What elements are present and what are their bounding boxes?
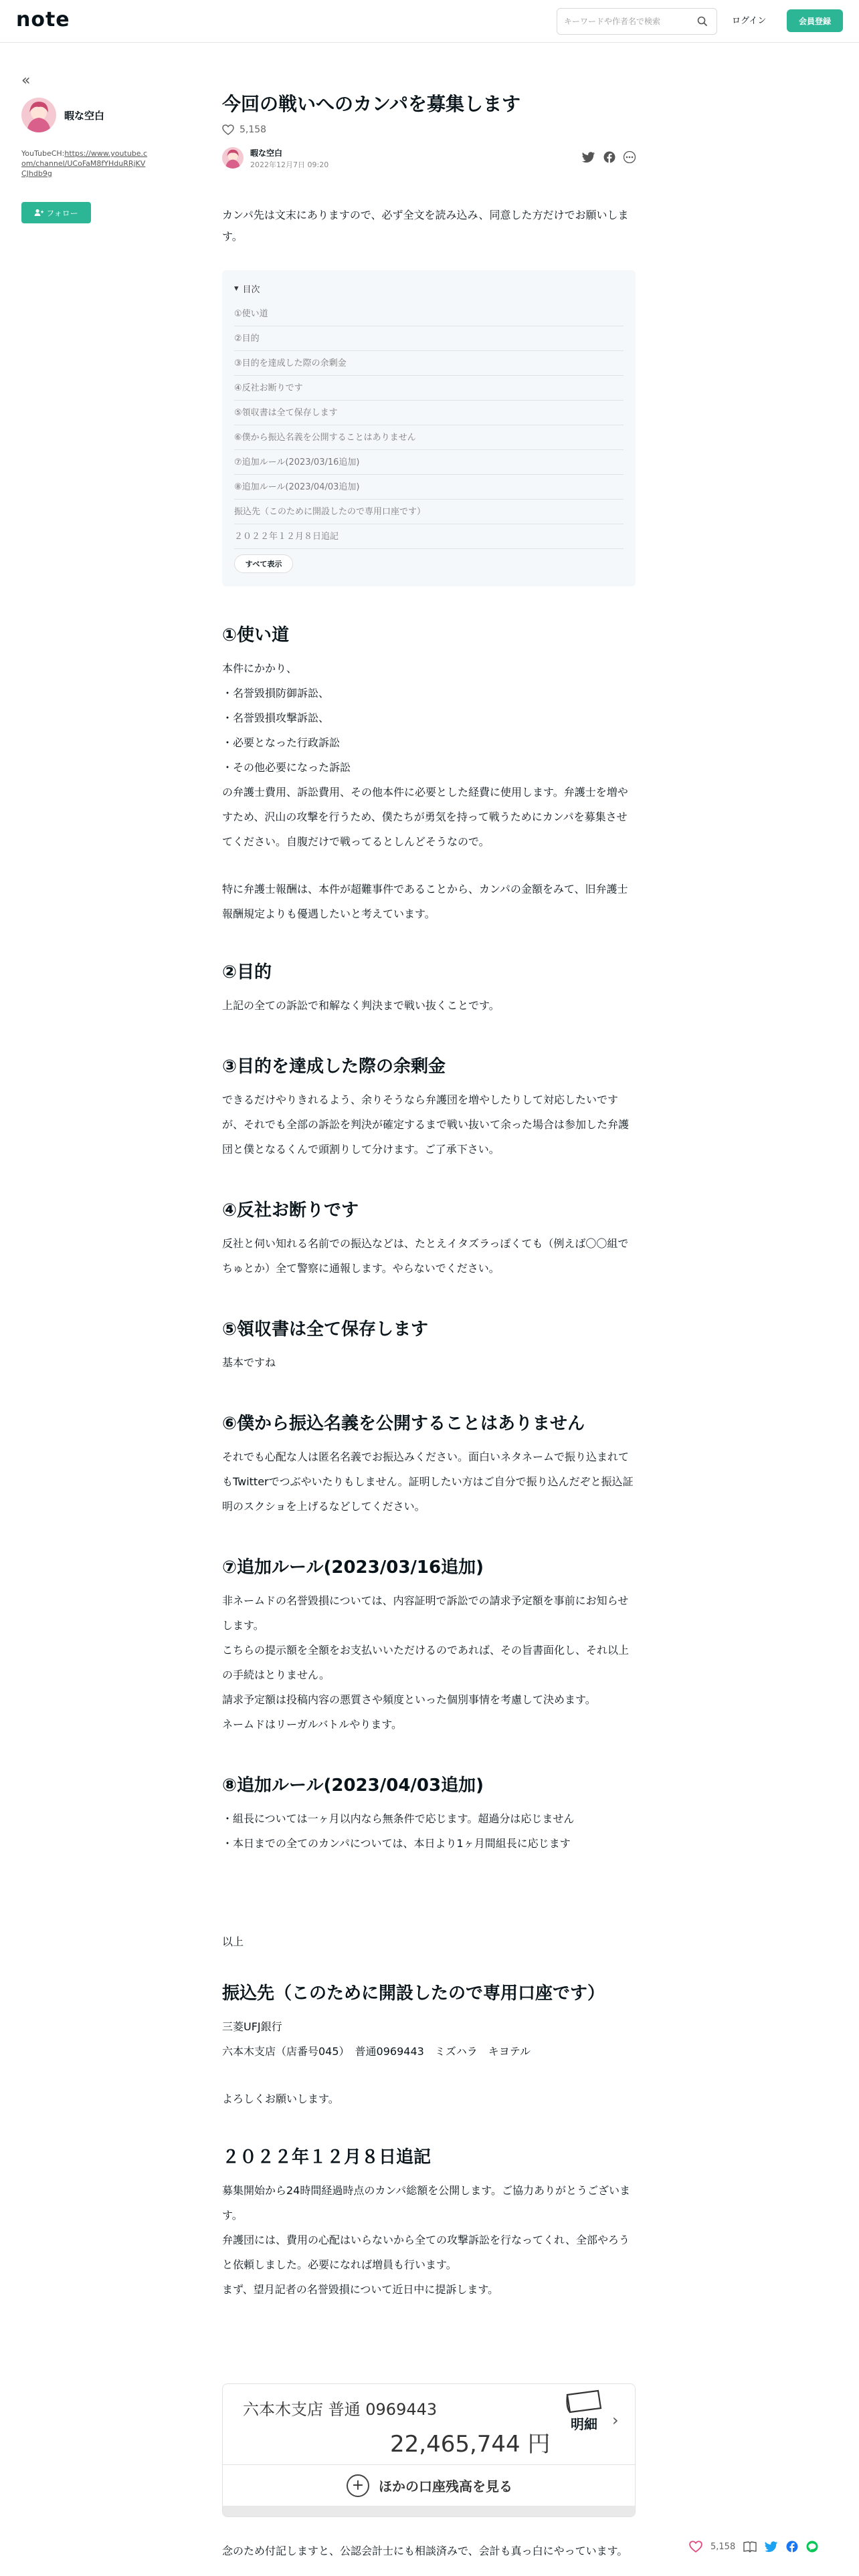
- follow-label: フォロー: [46, 208, 78, 218]
- paragraph: ・本日までの全てのカンパについては、本日より1ヶ月間組長に応じます: [222, 1837, 571, 1850]
- other-accounts-row: [223, 2464, 636, 2506]
- like-count: 5,158: [240, 124, 267, 135]
- toc-item[interactable]: ⑦追加ルール(2023/03/16追加): [234, 450, 624, 475]
- sidebar-author-name[interactable]: 暇な空白: [64, 110, 105, 122]
- signup-button[interactable]: 会員登録: [787, 9, 843, 32]
- section-heading: ⑤領収書は全て保存します: [222, 1319, 429, 1339]
- statement-button: [557, 2388, 611, 2433]
- section-heading: ①使い道: [222, 625, 290, 645]
- paragraph: ・名誉毀損攻撃訴訟、: [222, 712, 330, 724]
- youtube-link[interactable]: https://www.youtube.com/channel/UCoFaM8fYHduRRjKVCJhdb9g: [21, 149, 148, 178]
- paragraph: 弁護団には、費用の心配はいらないから全ての攻撃訴訟を行なってくれ、全部やろうと依頼しました。必要になれば増員も行います。: [222, 2234, 630, 2271]
- facebook-icon[interactable]: [603, 151, 615, 163]
- bank-balance-amount: 22,465,744 円: [390, 2431, 551, 2458]
- toc-show-all-button[interactable]: すべて表示: [234, 554, 293, 573]
- add-user-icon: [34, 209, 43, 217]
- sidebar-avatar[interactable]: [21, 98, 56, 132]
- share-icons: [582, 151, 636, 163]
- paragraph: まず、望月記者の名誉毀損について近日中に提訴します。: [222, 2283, 499, 2296]
- section-heading: ④反社お断りです: [222, 1200, 359, 1220]
- toc-item[interactable]: 振込先（このために開設したので専用口座です）: [234, 500, 624, 524]
- paragraph: ・組長については一ヶ月以内なら無条件で応じます。超過分は応じません: [222, 1812, 575, 1825]
- paragraph: 特に弁護士報酬は、本件が超難事件であることから、カンパの金額をみて、旧弁護士報酬規定よりも優遇したいと考えています。: [222, 883, 628, 920]
- twitter-icon[interactable]: [765, 2541, 778, 2553]
- paragraph: 本件にかかり、: [222, 662, 298, 675]
- collapse-sidebar-icon[interactable]: «: [21, 72, 31, 89]
- paragraph: よろしくお願いします。: [222, 2092, 339, 2105]
- like-row[interactable]: [222, 124, 636, 135]
- bank-account-label: 六本木支店 普通 0969443: [243, 2400, 438, 2419]
- toc-item[interactable]: ③目的を達成した際の余剰金: [234, 351, 624, 376]
- document-icon: [565, 2388, 603, 2413]
- article-title: 今回の戦いへのカンパを募集します: [222, 93, 521, 115]
- paragraph: こちらの提示額を全額をお支払いいただけるのであれば、その旨書面化し、それ以上の手続はとりません。: [222, 1644, 630, 1681]
- like-count: 5,158: [710, 2541, 736, 2552]
- search-box[interactable]: [557, 8, 717, 35]
- sidebar-bio: [21, 148, 149, 179]
- paragraph: ・名誉毀損防御訴訟、: [222, 687, 330, 700]
- more-options-icon[interactable]: [624, 151, 636, 163]
- publish-date: 2022年12月7日 09:20: [250, 160, 329, 169]
- twitter-icon[interactable]: [582, 151, 595, 163]
- paragraph: 反社と伺い知れる名前での振込などは、たとえイタズラっぽくても（例えば〇〇組でちゅとか）全て警察に通報します。やらないでください。: [222, 1237, 629, 1275]
- heart-icon[interactable]: [689, 2541, 702, 2553]
- paragraph: 非ネームドの名誉毀損については、内容証明で訴訟での請求予定額を事前にお知らせします。: [222, 1594, 629, 1632]
- author-avatar[interactable]: [222, 147, 244, 169]
- bio-prefix: YouTubeCH:: [21, 149, 65, 158]
- paragraph: 請求予定額は投稿内容の悪質さや頻度といった個別事情を考慮して決めます。: [222, 1693, 596, 1706]
- paragraph: できるだけやりきれるよう、余りそうなら弁護団を増やしたりして対応したいですが、それでも全部の訴訟を判決が確定するまで戦い抜いて余った場合は参加した弁護団と僕となるくんで頭割りして分けます。ご了承下さい。: [222, 1093, 630, 1156]
- paragraph: ・その他必要になった訴訟: [222, 761, 351, 774]
- paragraph: 六本木支店（店番号045） 普通0969443 ミズハラ キヨテル: [222, 2045, 531, 2058]
- section-heading: ⑦追加ルール(2023/03/16追加): [222, 1558, 484, 1578]
- follow-button[interactable]: [21, 202, 91, 223]
- login-link[interactable]: ログイン: [732, 16, 767, 26]
- author-row: [222, 147, 636, 171]
- paragraph: 念のため付記しますと、公認会計士にも相談済みで、会計も真っ白にやっています。: [222, 2545, 628, 2557]
- magazine-icon[interactable]: [743, 2541, 757, 2553]
- other-accounts-label: ほかの口座残高を見る: [379, 2478, 512, 2494]
- caret-down-icon: ▾: [234, 284, 239, 294]
- section-heading: ③目的を達成した際の余剰金: [222, 1057, 446, 1077]
- toc-item[interactable]: ⑧追加ルール(2023/04/03追加): [234, 475, 624, 500]
- card-footer-strip: [223, 2506, 636, 2517]
- section-heading: ⑧追加ルール(2023/04/03追加): [222, 1776, 484, 1796]
- heart-icon: [222, 124, 234, 135]
- paragraph: 基本ですね: [222, 1356, 276, 1369]
- toc-item[interactable]: ⑥僕から振込名義を公開することはありません: [234, 425, 624, 450]
- paragraph: 三菱UFJ銀行: [222, 2020, 282, 2033]
- toc-item[interactable]: ①使い道: [234, 302, 624, 326]
- paragraph: ・必要となった行政訴訟: [222, 736, 341, 749]
- bank-balance-screenshot: [222, 2383, 636, 2517]
- facebook-icon[interactable]: [786, 2541, 798, 2553]
- floating-action-bar: [689, 2537, 850, 2556]
- intro-text: カンパ先は文末にありますので、必ず全文を読み込み、同意した方だけでお願いします。: [222, 209, 629, 243]
- section-heading: ②目的: [222, 962, 272, 982]
- paragraph: の弁護士費用、訴訟費用、その他本件に必要とした経費に使用します。弁護士を増やすため、沢山の攻撃を行うため、僕たちが勇気を持って戦うためにカンパを募集させてください。自腹だけで戦ってるとしんどそうなので。: [222, 786, 628, 848]
- search-input[interactable]: [564, 17, 695, 26]
- toc-item[interactable]: ２０２２年１２月８日追記: [234, 524, 624, 549]
- toc-toggle[interactable]: [234, 282, 624, 295]
- chevron-right-icon: ›: [612, 2411, 619, 2430]
- note-logo[interactable]: note: [16, 8, 70, 31]
- toc-item[interactable]: ⑤領収書は全て保存します: [234, 401, 624, 425]
- paragraph: 以上: [222, 1935, 244, 1948]
- toc-item[interactable]: ②目的: [234, 326, 624, 351]
- paragraph: ネームドはリーガルバトルやります。: [222, 1718, 402, 1731]
- author-name[interactable]: 暇な空白: [250, 148, 283, 158]
- section-heading: 振込先（このために開設したので専用口座です）: [222, 1983, 605, 2004]
- section-heading: ２０２２年１２月８日追記: [222, 2147, 432, 2167]
- article: [222, 91, 636, 2302]
- toc-item[interactable]: ④反社お断りです: [234, 376, 624, 401]
- paragraph: それでも心配な人は匿名名義でお振込みください。面白いネタネームで振り込まれてもTwitterでつぶやいたりもしません。証明したい方はご自分で振り込んだぞと振込証明のスクショを上げるなどしてください。: [222, 1451, 634, 1513]
- search-icon[interactable]: [695, 14, 710, 29]
- paragraph: 上記の全ての訴訟で和解なく判決まで戦い抜くことです。: [222, 999, 500, 1012]
- paragraph: 募集開始から24時間経過時点のカンパ総額を公開します。ご協力ありがとうございます。: [222, 2184, 630, 2222]
- toc-label: 目次: [242, 285, 260, 295]
- plus-circle-icon: +: [347, 2474, 369, 2497]
- section-heading: ⑥僕から振込名義を公開することはありません: [222, 1414, 585, 1434]
- global-header: [0, 0, 859, 43]
- line-icon[interactable]: [806, 2541, 818, 2553]
- statement-label: 明細: [571, 2416, 597, 2432]
- table-of-contents: [222, 270, 636, 586]
